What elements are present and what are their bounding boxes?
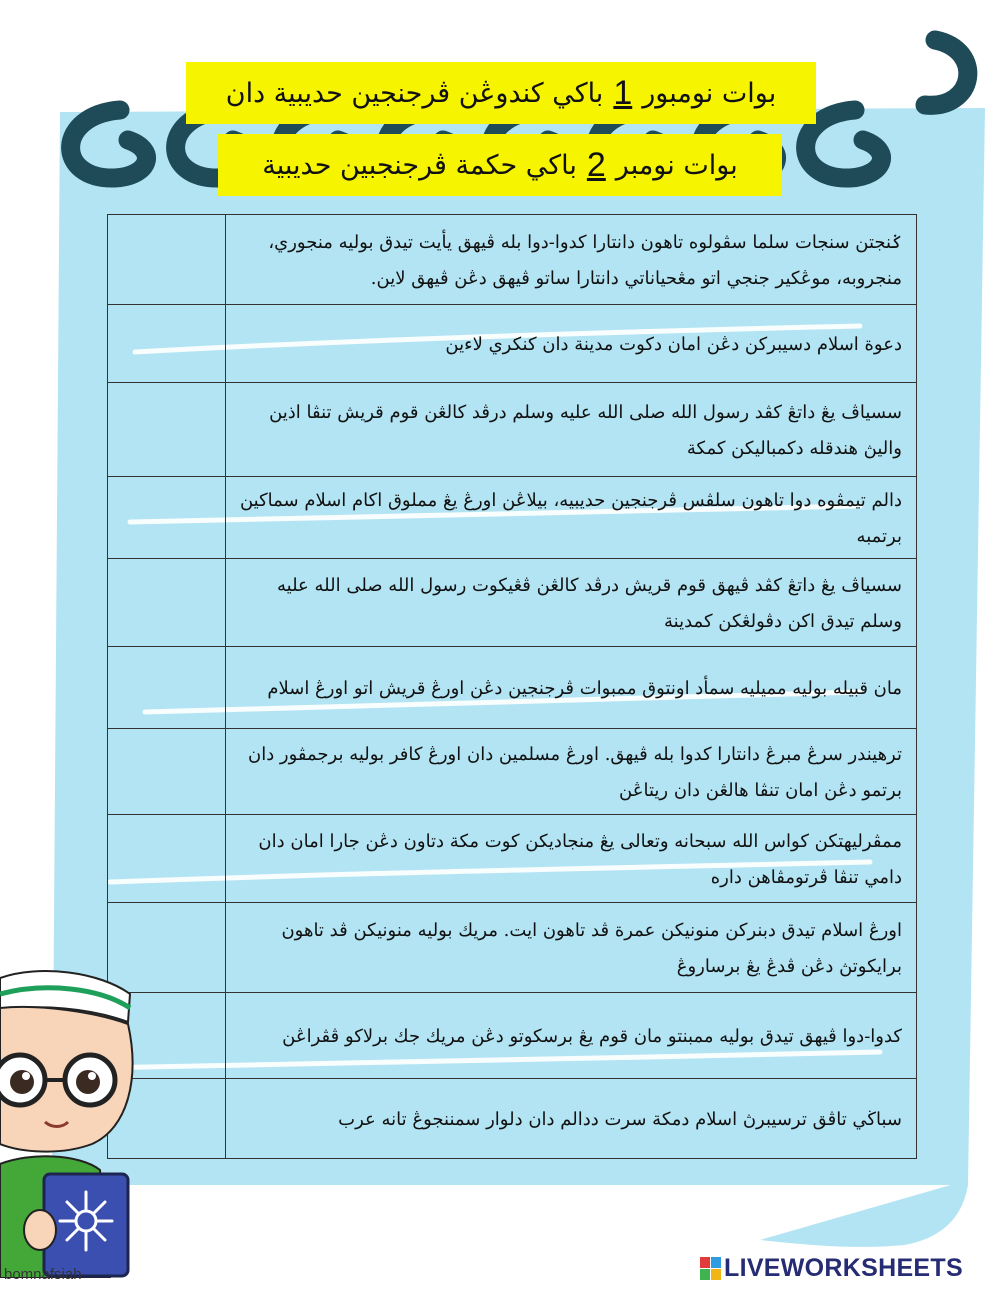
table-row <box>108 383 917 477</box>
heading-line-1 <box>186 62 816 124</box>
answer-box[interactable] <box>108 305 226 383</box>
answer-box[interactable] <box>108 729 226 815</box>
statement-text: دالم تيمڤوه دوا تاهون سلڤس ڤرجنجين حديبيه، بيلاڠن اورڠ يڠ مملوق اكام اسلام سماكين برتمبه <box>226 477 917 559</box>
liveworksheets-logo-icon <box>700 1257 722 1281</box>
answer-box[interactable] <box>108 647 226 729</box>
cartoon-boy-illustration <box>0 968 150 1278</box>
table-row <box>108 903 917 993</box>
statement-text: ترهيندر سرڠ مبرڠ دانتارا كدوا بله ڤيهق. اورڠ مسلمين دان اورڠ كافر بوليه برجمڤور دان برتمو دڠن امان تنڤا هالڠن دان ريتاڠن <box>226 729 917 815</box>
table-row <box>108 815 917 903</box>
heading-line-1-before: بوات نومبور <box>642 77 777 109</box>
answer-box[interactable] <box>108 477 226 559</box>
answer-box[interactable] <box>108 815 226 903</box>
statement-text: سباڬي تاڤق ترسيبرڽ اسلام دمكة سرت ددالم دان دلوار سمننجوڠ تانه عرب <box>226 1079 917 1159</box>
statement-text: اورڠ اسلام تيدق دبنركن منونيكن عمرة ڤد تاهون ايت. مريك بوليه منونيكن ڤد تاهون برايكوتڽ دڠن ڤدڠ يڠ برساروڠ <box>226 903 917 993</box>
answer-box[interactable] <box>108 215 226 305</box>
table-row <box>108 729 917 815</box>
table-row <box>108 559 917 647</box>
table-row <box>108 305 917 383</box>
heading-number-2: 2 <box>586 145 606 184</box>
statement-text: سسياڤ يڠ داتڠ كڤد ڤيهق قوم قريش درڤد كالڠن ڤڠيكوت رسول الله صلى الله عليه وسلم تيدق اكن دڤولڠكن كمدينة <box>226 559 917 647</box>
heading-line-2-before: بوات نومبر <box>615 149 738 181</box>
sky-panel-curl <box>760 1180 968 1247</box>
heading-line-2 <box>218 134 782 196</box>
answer-box[interactable] <box>108 559 226 647</box>
statement-text: سسياڤ يڠ داتڠ كڤد رسول الله صلى الله عليه وسلم درڤد كالڠن قوم قريش تنڤا اذين واليڽ هندقله دكمباليكن كمكة <box>226 383 917 477</box>
statement-text: كدوا-دوا ڤيهق تيدق بوليه ممبنتو مان قوم يڠ برسكوتو دڠن مريك جك برلاكو ڤڤراڠن <box>226 993 917 1079</box>
table-row <box>108 993 917 1079</box>
statement-text: ممڤرليهتكن كواس الله سبحانه وتعالى يڠ منجاديكن كوت مكة دتاون دڠن جارا امان دان دامي تنڤا ڤرتومڤاهن داره <box>226 815 917 903</box>
statements-table <box>107 214 917 1159</box>
heading-number-1: 1 <box>613 73 633 112</box>
author-credit: bomnafsiah <box>4 1266 82 1283</box>
statement-text: ݢنجتن سنجات سلما سڤولوه تاهون دانتارا كدوا-دوا بله ڤيهق يأيت تيدق بوليه منجوري، منجروبه، موڠكير جنجي اتو مڠحياناتي دانتارا ساتو ڤيهق دڠن ڤيهق لاين. <box>226 215 917 305</box>
heading-line-2-after: باكي حكمة ڤرجنجبين حديبية <box>262 149 577 181</box>
table-row <box>108 1079 917 1159</box>
table-row <box>108 647 917 729</box>
statement-text: مان قبيله بوليه مميليه سمأد اونتوق ممبوات ڤرجنجين دڠن اورڠ قريش اتو اورڠ اسلام <box>226 647 917 729</box>
brand-name[interactable]: LIVEWORKSHEETS <box>724 1254 963 1282</box>
heading-line-1-after: باكي كندوڠن ڤرجنجين حديبية دان <box>225 77 604 109</box>
answer-box[interactable] <box>108 383 226 477</box>
statement-text: دعوة اسلام دسيبركن دڠن امان دكوت مدينة دان كنكري لاءين <box>226 305 917 383</box>
table-row <box>108 215 917 305</box>
table-row <box>108 477 917 559</box>
